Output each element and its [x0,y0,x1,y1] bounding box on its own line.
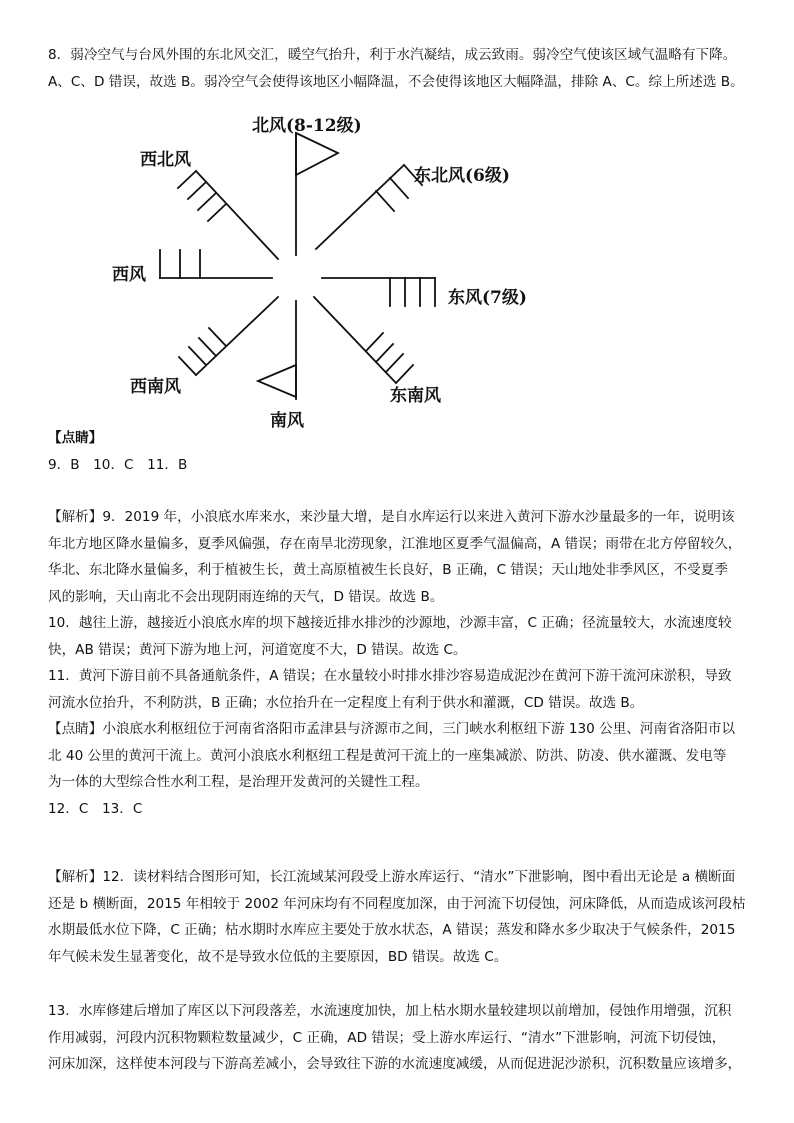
analysis-line: 【解析】9．2019 年，小浪底水库来水，来沙量大增，是自水库运行以来进入黄河下游水沙量最多的一年，说明该 [48,509,735,525]
analysis-line: 13．水库修建后增加了库区以下河段落差，水流速度加快，加上枯水期水量较建坝以前增加，侵蚀作用增强，沉积 [48,1003,732,1019]
northwest-barb-2 [188,182,206,199]
q8-explanation [48,42,758,95]
label-northeast: 东北风(6级) [414,166,510,186]
northeast-barb-2 [390,178,408,198]
analysis-line: 风的影响，天山南北不会出现阴雨连绵的天气，D 错误。故选 B。 [48,588,444,605]
southeast-barb-3 [376,344,393,362]
analysis-line: 【解析】12．读材料结合图形可知，长江流域某河段受上游水库运行、“清水”下泄影响，图中看出无论是 a 横断面 [48,869,736,885]
analysis-line: 【点睛】小浪底水利枢纽位于河南省洛阳市孟津县与济源市之间，三门峡水利枢纽下游 130 公里、河南省洛阳市以 [48,721,736,737]
northeast-barb-3 [376,191,394,211]
southeast-barb-2 [386,354,403,372]
southwest-barb-3 [199,338,216,356]
q8-line-2: A、C、D 错误，故选 B。弱冷空气会使得该地区小幅降温，不会使得该地区大幅降温，排除 A、C。综上所述选 B。 [48,73,744,90]
analysis-line: 河流水位抬升，不利防洪，B 正确；水位抬升在一定程度上有利于供水和灌溉，CD 错误。故选 B。 [48,694,644,711]
analysis-line: 11．黄河下游目前不具备通航条件，A 错误；在水量较小时排水排沙容易造成泥沙在黄河下游干流河床淤积，导致 [48,668,732,684]
analysis-line: 华北、东北降水量偏多，利于植被生长，黄土高原植被生长良好，B 正确，C 错误；天山地处非季风区，不受夏季 [48,562,728,578]
analysis-9-11 [48,504,758,822]
analysis-line: 还是 b 横断面，2015 年相较于 2002 年河床均有不同程度加深，由于河流下切侵蚀，河床降低，从而造成该河段枯 [48,895,746,912]
dianjing-block-1 [48,425,758,478]
south-pennant [258,365,296,397]
analysis-line: 年气候未发生显著变化，故不是导致水位低的主要原因，BD 错误。故选 C。 [48,948,508,965]
southwest-barb-1 [179,357,196,375]
southwest-barb-2 [189,347,206,365]
analysis-line: 10．越往上游，越接近小浪底水库的坝下越接近排水排沙的沙源地，沙源丰富，C 正确；径流量较大，水流速度较 [48,615,732,631]
analysis-line: 北 40 公里的黄河干流上。黄河小浪底水利枢纽工程是黄河干流上的一座集减淤、防洪、防凌、供水灌溉、发电等 [48,747,727,764]
dianjing-heading: 【点睛】 [48,430,103,446]
northwest-barb-4 [208,204,226,221]
analysis-line: 为一体的大型综合性水利工程，是治理开发黄河的关键性工程。 [48,774,429,790]
analysis-line: 河床加深，这样使本河段与下游高差减小，会导致往下游的水流速度减缓，从而促进泥沙淤积，沉积数量应该增多， [48,1056,742,1072]
analysis-line: 作用减弱，河段内沉积物颗粒数量减少，C 正确，AD 错误；受上游水库运行、“清水”下泄影响，河流下切侵蚀， [48,1029,726,1046]
southeast-barb-1 [396,365,413,383]
wind-diagram-svg [100,103,580,433]
answers-9-11: 9．B 10．C 11．B [48,456,188,473]
southwest-shaft [196,297,278,375]
label-southwest: 西南风 [130,377,181,397]
label-east: 东风(7级) [448,288,527,308]
southwest-barb-4 [209,328,226,346]
label-northwest: 西北风 [140,150,191,170]
southeast-barb-4 [366,333,383,351]
analysis-line: 快，AB 错误；黄河下游为地上河，河道宽度不大，D 错误。故选 C。 [48,641,467,658]
analysis-12 [48,864,758,970]
answers-12-13: 12．C 13．C [48,800,143,817]
analysis-line: 年北方地区降水量偏多，夏季风偏强，存在南旱北涝现象，江淮地区夏季气温偏高，A 错误；雨带在北方停留较久， [48,535,742,552]
southeast-shaft [314,297,396,383]
north-pennant [296,133,338,175]
label-southeast: 东南风 [390,386,441,406]
analysis-line: 水期最低水位下降，C 正确；枯水期时水库应主要处于放水状态，A 错误；蒸发和降水多少取决于气候条件，2015 [48,922,736,938]
analysis-13 [48,998,758,1078]
q8-line-1: 8．弱冷空气与台风外围的东北风交汇，暖空气抬升，利于水汽凝结，成云致雨。弱冷空气使该区域气温略有下降。 [48,47,737,63]
northwest-barb-1 [178,171,196,188]
northwest-barb-3 [198,193,216,210]
label-south: 南风 [270,411,304,431]
northwest-shaft [196,171,278,259]
label-west: 西风 [112,265,146,285]
wind-direction-diagram [100,103,580,433]
label-north: 北风(8-12级) [252,116,362,136]
